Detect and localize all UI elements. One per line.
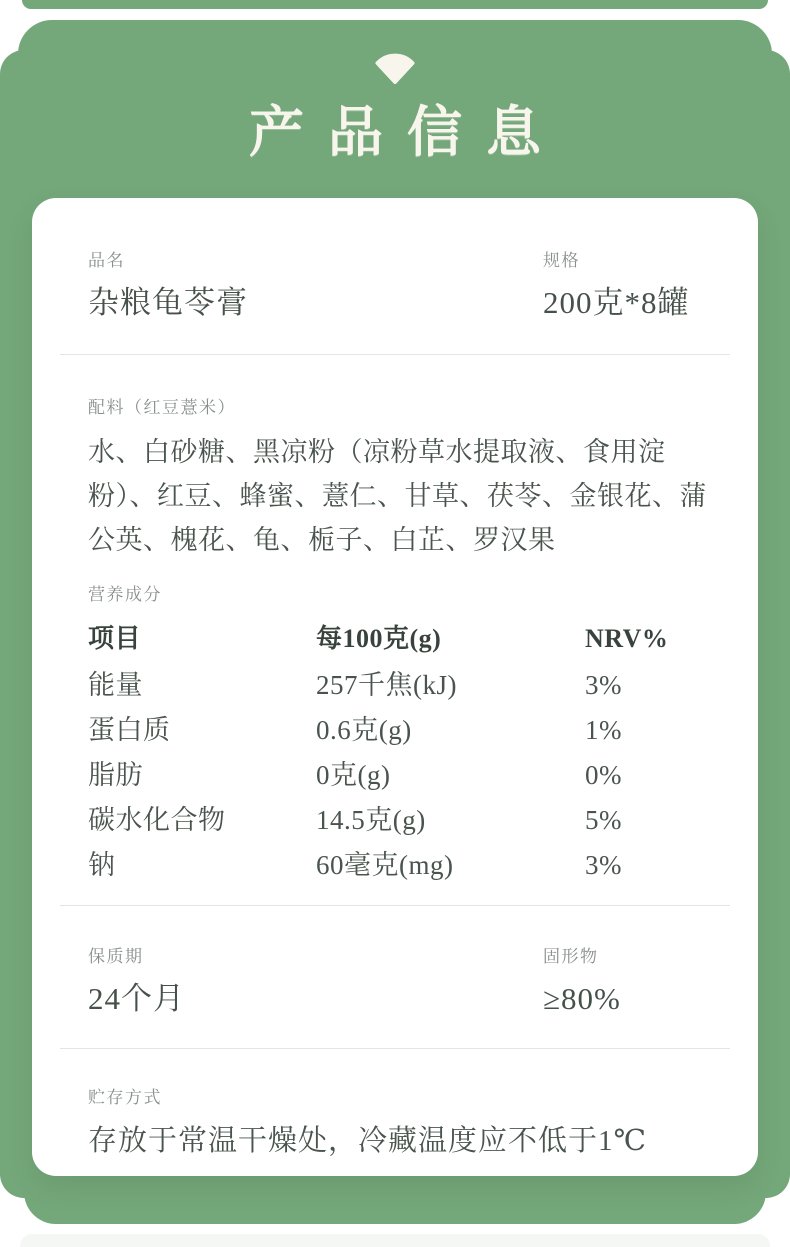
cell-nrv: 3%	[585, 670, 622, 700]
cell-nrv: 0%	[585, 760, 622, 790]
table-row	[88, 843, 702, 888]
table-row	[88, 753, 702, 798]
col-nrv: NRV%	[585, 624, 669, 653]
spec-value: 200克*8罐	[543, 285, 690, 320]
cell-per100g: 0.6克(g)	[316, 715, 412, 745]
solid-content-value: ≥80%	[543, 981, 621, 1016]
section-nutrition	[60, 562, 730, 888]
ingredients-label: 配料（红豆薏米）	[88, 398, 236, 417]
page-title: 产品信息	[248, 102, 565, 163]
product-name-block	[88, 250, 543, 323]
nutrition-table-header	[88, 618, 702, 663]
shelf-life-value: 24个月	[88, 981, 185, 1016]
cell-per100g: 257千焦(kJ)	[316, 670, 457, 700]
spec-block	[543, 250, 702, 323]
section-shelf-solid	[60, 906, 730, 1019]
cell-per100g: 0克(g)	[316, 760, 391, 790]
section-ingredients	[60, 355, 730, 562]
nutrition-label: 营养成分	[88, 585, 162, 604]
cell-item: 钠	[88, 850, 116, 880]
cell-item: 碳水化合物	[88, 805, 226, 835]
cell-nrv: 5%	[585, 805, 622, 835]
cell-item: 脂肪	[88, 760, 143, 790]
cell-nrv: 1%	[585, 715, 622, 745]
product-name-label: 品名	[88, 251, 125, 270]
cell-item: 蛋白质	[88, 715, 171, 745]
table-row	[88, 708, 702, 753]
nutrition-table	[88, 618, 702, 888]
solid-content-label: 固形物	[543, 947, 599, 966]
product-info-card	[32, 198, 758, 1176]
fan-icon	[371, 46, 419, 89]
cell-nrv: 3%	[585, 850, 622, 880]
cell-per100g: 14.5克(g)	[316, 805, 426, 835]
ingredients-value: 水、白砂糖、黑凉粉（凉粉草水提取液、食用淀粉）、红豆、蜂蜜、薏仁、甘草、茯苓、金银花、蒲公英、槐花、龟、栀子、白芷、罗汉果	[88, 437, 707, 555]
cell-item: 能量	[88, 670, 143, 700]
col-per100g: 每100克(g)	[316, 624, 442, 653]
table-row	[88, 798, 702, 843]
col-item: 项目	[88, 624, 142, 653]
cell-per100g: 60毫克(mg)	[316, 850, 454, 880]
section-name-spec	[60, 198, 730, 323]
shelf-life-block	[88, 946, 543, 1019]
shelf-life-label: 保质期	[88, 947, 144, 966]
section-storage	[60, 1049, 730, 1161]
storage-value: 存放于常温干燥处，冷藏温度应不低于1℃	[88, 1125, 647, 1157]
spec-label: 规格	[543, 251, 580, 270]
storage-label: 贮存方式	[88, 1088, 162, 1107]
product-name-value: 杂粮龟苓膏	[88, 285, 248, 320]
next-section-edge	[20, 1234, 770, 1247]
table-row	[88, 663, 702, 708]
solid-content-block	[543, 946, 702, 1019]
